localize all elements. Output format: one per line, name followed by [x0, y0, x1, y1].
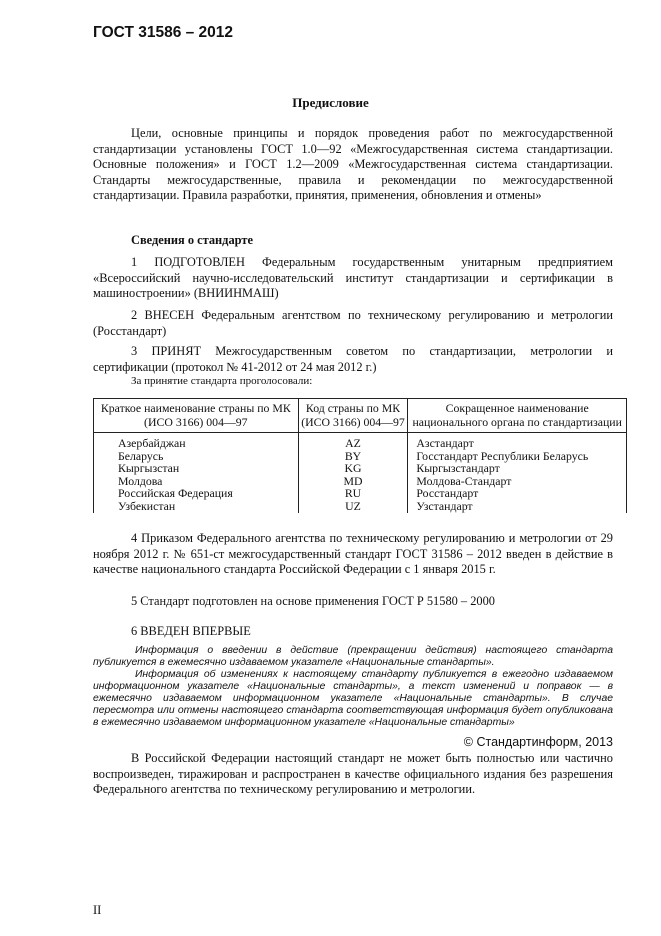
voting-countries-table — [93, 398, 627, 513]
cell-code: KG — [298, 462, 408, 475]
doc-code-header: ГОСТ 31586 – 2012 — [93, 24, 234, 41]
header-country-code: Код страны по МК (ИСО 3166) 004—97 — [298, 399, 408, 433]
cell-body: Узстандарт — [408, 500, 627, 513]
table-row — [94, 500, 627, 513]
vote-label: За принятие стандарта проголосовали: — [131, 375, 313, 387]
item-prepared-basis: 5 Стандарт подготовлен на основе применения ГОСТ Р 51580 – 2000 — [131, 594, 496, 608]
cell-country: Российская Федерация — [94, 487, 299, 500]
reproduction-rights: В Российской Федерации настоящий стандарт не может быть полностью или частично воспроизведен, тиражирован и распространен в качестве официального издания без разрешения Федерального агентства по техническому регулированию и метрологии. — [93, 751, 613, 797]
item-introduced-first: 6 ВВЕДЕН ВПЕРВЫЕ — [131, 624, 251, 638]
item-enacted: 4 Приказом Федерального агентства по техническому регулированию и метрологии от 29 ноября 2012 г. № 651-ст межгосударственный стандарт ГОСТ 31586 – 2012 введен в действие в качестве национального стандарта Российской Федерации с 1 января 2015 г. — [93, 531, 613, 577]
table-header-row — [94, 399, 627, 433]
cell-code: UZ — [298, 500, 408, 513]
item-adopted: 3 ПРИНЯТ Межгосударственным советом по стандартизации, метрологии и сертификации (протокол № 41-2012 от 24 мая 2012 г.) — [93, 344, 613, 374]
item-introduced: 2 ВНЕСЕН Федеральным агентством по техническому регулированию и метрологии (Росстандарт) — [93, 308, 613, 338]
cell-code: BY — [298, 450, 408, 463]
cell-code: RU — [298, 487, 408, 500]
cell-code: MD — [298, 475, 408, 488]
foreword-intro: Цели, основные принципы и порядок проведения работ по межгосударственной стандартизации установлены ГОСТ 1.0—92 «Межгосударственная система стандартизации. Основные положения» и ГОСТ 1.2—2009 «Межгосударственная система стандартизации. Стандарты межгосударственные, правила и рекомендации по межгосударственной стандартизации. Правила разработки, принятия, применения, обновления и отмены» — [93, 126, 613, 203]
cell-body: Росстандарт — [408, 487, 627, 500]
publication-notice — [93, 645, 613, 729]
cell-country: Азербайджан — [94, 433, 299, 450]
cell-code: AZ — [298, 433, 408, 450]
notice-amendments-info: Информация об изменениях к настоящему стандарту публикуется в ежегодно издаваемом информационном указателе «Национальные стандарты», а текст изменений и поправок — в ежемесячно издаваемом информационном указателе «Национальные стандарты». В случае пересмотра или отмены настоящего стандарта соответствующая информация будет опубликована в ежемесячно издаваемом информационном указателе «Национальные стандарты» — [93, 669, 613, 728]
item-prepared: 1 ПОДГОТОВЛЕН Федеральным государственным унитарным предприятием «Всероссийский научно-исследовательский институт стандартизации и сертификации в машиностроении» (ВНИИНМАШ) — [93, 255, 613, 301]
table-row — [94, 433, 627, 450]
notice-introduction-info: Информация о введении в действие (прекращении действия) настоящего стандарта публикуется в ежемесячно издаваемом указателе «Национальные стандарты». — [93, 645, 613, 668]
table-row — [94, 462, 627, 475]
page-number: II — [93, 903, 102, 917]
cell-body: Молдова-Стандарт — [408, 475, 627, 488]
cell-body: Азстандарт — [408, 433, 627, 450]
cell-country: Узбекистан — [94, 500, 299, 513]
cell-country: Кыргызстан — [94, 462, 299, 475]
copyright: © Стандартинформ, 2013 — [463, 735, 613, 749]
standard-info-heading: Сведения о стандарте — [131, 233, 253, 247]
cell-body: Госстандарт Республики Беларусь — [408, 450, 627, 463]
header-country-name: Краткое наименование страны по МК (ИСО 3166) 004—97 — [94, 399, 299, 433]
header-standards-body: Сокращенное наименование национального органа по стандартизации — [408, 399, 627, 433]
cell-body: Кыргызстандарт — [408, 462, 627, 475]
cell-country: Молдова — [94, 475, 299, 488]
foreword-title: Предисловие — [292, 95, 369, 110]
cell-country: Беларусь — [94, 450, 299, 463]
